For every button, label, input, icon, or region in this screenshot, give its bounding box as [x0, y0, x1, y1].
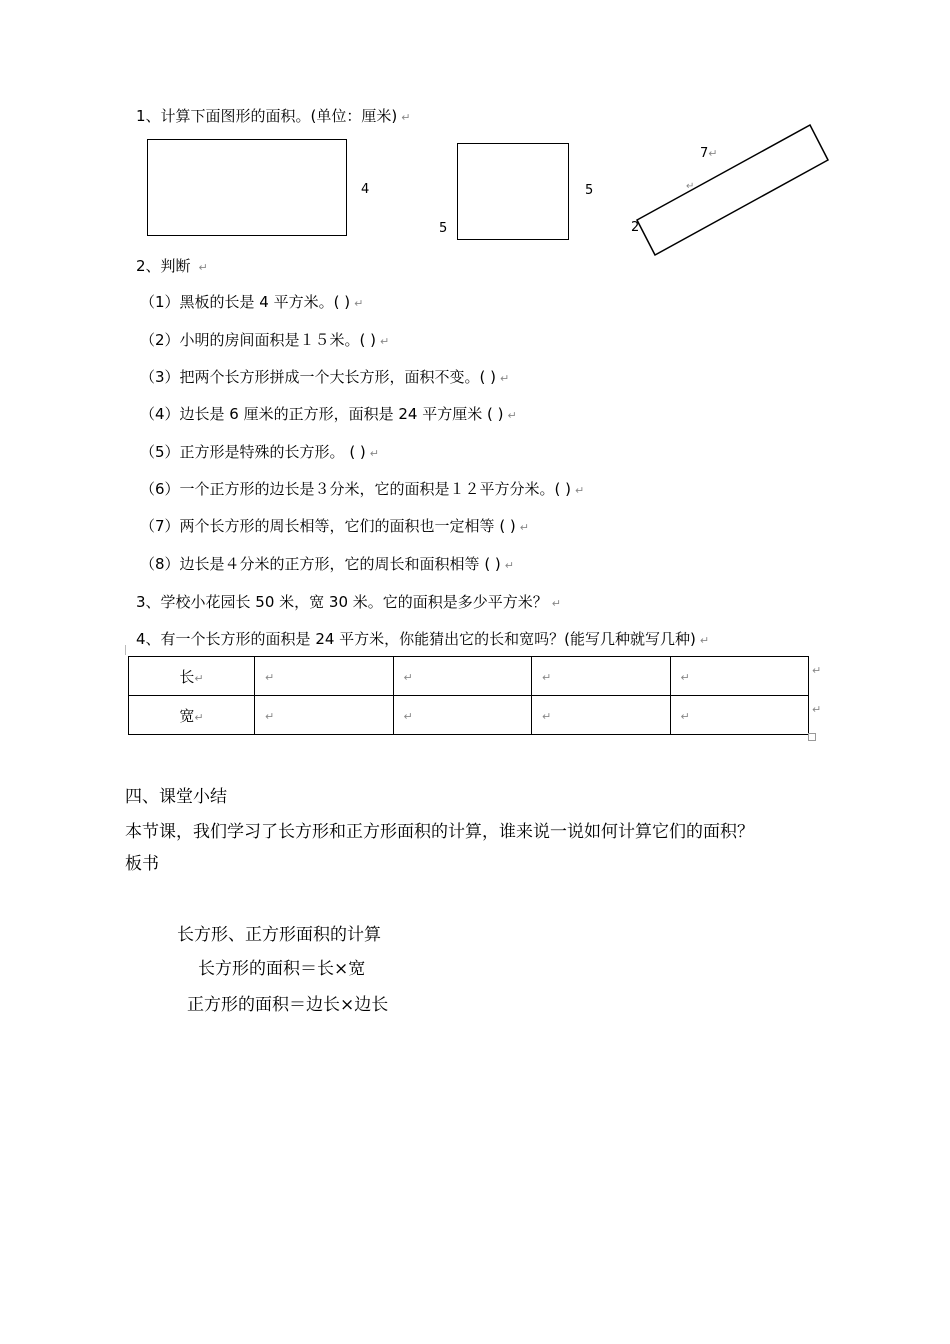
judge-item-text: （7）两个长方形的周长相等，它们的面积也一定相等 ( ) [140, 517, 516, 535]
paragraph-mark: ↵ [403, 671, 413, 684]
section-2-title-text: 2、判断 [136, 257, 191, 275]
judge-item-text: （6）一个正方形的边长是３分米，它的面积是１２平方分米。( ) [140, 480, 572, 498]
judge-item [140, 330, 389, 352]
section-3-title-text: 3、学校小花园长 50 米，宽 30 米。它的面积是多少平方米？ [136, 593, 548, 611]
section-1-title [136, 106, 410, 128]
row-label-width [129, 696, 255, 735]
answer-cell[interactable] [255, 657, 394, 696]
summary-heading: 四、课堂小结 [125, 787, 227, 807]
paragraph-mark: ↵ [699, 634, 710, 647]
figure-square-right-label: 5 [585, 183, 594, 198]
paragraph-mark: ↵ [680, 710, 690, 723]
paragraph-mark: ↵ [551, 597, 562, 610]
paragraph-mark: ↵ [198, 261, 208, 274]
board-title: 长方形、正方形面积的计算 [177, 925, 381, 945]
figure-square-bottom-label: 5 [439, 221, 448, 236]
paragraph-mark: ↵ [265, 710, 275, 723]
table-row [129, 696, 809, 735]
paragraph-mark: ↵ [708, 147, 718, 160]
section-4-title [136, 629, 709, 651]
answer-cell[interactable] [393, 696, 532, 735]
section-1-title-text: 1、计算下面图形的面积。(单位：厘米) [136, 107, 398, 125]
row-label-text: 宽 [179, 706, 195, 725]
answer-table [128, 656, 809, 735]
table-resize-handle[interactable] [808, 733, 816, 741]
paragraph-mark: ↵ [354, 297, 364, 310]
paragraph-mark: ↵ [680, 671, 690, 684]
table-row-end-mark: ↵ [812, 664, 822, 677]
paragraph-mark: ↵ [401, 111, 411, 124]
figure-rectangle-side-label: 4 [361, 182, 370, 197]
judge-item-text: （5）正方形是特殊的长方形。 ( ) [140, 443, 366, 461]
paragraph-mark: ↵ [519, 521, 530, 534]
formula-rectangle: 长方形的面积＝长×宽 [198, 959, 366, 979]
table-row-end-mark: ↵ [812, 703, 822, 716]
board-label: 板书 [125, 854, 159, 874]
section-2-title [136, 256, 208, 278]
answer-cell[interactable] [532, 696, 671, 735]
figure-square [457, 143, 569, 240]
answer-cell[interactable] [532, 657, 671, 696]
judge-item-text: （3）把两个长方形拼成一个大长方形，面积不变。( ) [140, 368, 497, 386]
section-4-title-text: 4、有一个长方形的面积是 24 平方米，你能猜出它的长和宽吗？(能写几种就写几种) [136, 630, 696, 648]
judge-item-text: （2）小明的房间面积是１５米。( ) [140, 331, 377, 349]
answer-cell[interactable] [670, 657, 809, 696]
answer-cell[interactable] [670, 696, 809, 735]
paragraph-mark: ↵ [542, 710, 552, 723]
paragraph-mark: ↵ [380, 335, 390, 348]
judge-item [140, 404, 517, 426]
table-move-handle[interactable] [125, 645, 126, 655]
paragraph-mark: ↵ [265, 671, 275, 684]
judge-item [140, 292, 363, 314]
judge-item [140, 367, 509, 389]
judge-item [140, 442, 379, 464]
section-3-title [136, 592, 561, 614]
paragraph-mark: ↵ [369, 447, 380, 460]
table-row [129, 657, 809, 696]
judge-item [140, 516, 529, 538]
figure-tilted-length-label [700, 146, 718, 161]
answer-cell[interactable] [255, 696, 394, 735]
paragraph-mark: ↵ [575, 484, 585, 497]
paragraph-mark: ↵ [507, 409, 517, 422]
paragraph-mark: ↵ [194, 671, 204, 685]
formula-square: 正方形的面积＝边长×边长 [187, 995, 389, 1015]
paragraph-mark: ↵ [542, 671, 552, 684]
judge-item [140, 479, 584, 501]
tilted-rectangle-shape [637, 125, 828, 255]
figure-rectangle [147, 139, 347, 236]
paragraph-mark: ↵ [504, 559, 515, 572]
row-label-length [129, 657, 255, 696]
answer-cell[interactable] [393, 657, 532, 696]
paragraph-mark: ↵ [500, 372, 510, 385]
judge-item [140, 554, 514, 576]
summary-text: 本节课，我们学习了长方形和正方形面积的计算，谁来说一说如何计算它们的面积？ [125, 822, 754, 842]
judge-item-text: （4）边长是 6 厘米的正方形，面积是 24 平方厘米 ( ) [140, 405, 504, 423]
tilted-rectangle-mark: ↵ [686, 181, 695, 192]
tilted-length-text: 7 [700, 146, 709, 161]
judge-item-text: （1）黑板的长是 4 平方米。( ) [140, 293, 351, 311]
judge-item-text: （8）边长是４分米的正方形，它的周长和面积相等 ( ) [140, 555, 501, 573]
figure-tilted-width-label: 2 [631, 220, 640, 235]
figure-tilted-rectangle [620, 115, 840, 265]
paragraph-mark: ↵ [194, 710, 204, 724]
paragraph-mark: ↵ [403, 710, 413, 723]
row-label-text: 长 [179, 667, 195, 686]
